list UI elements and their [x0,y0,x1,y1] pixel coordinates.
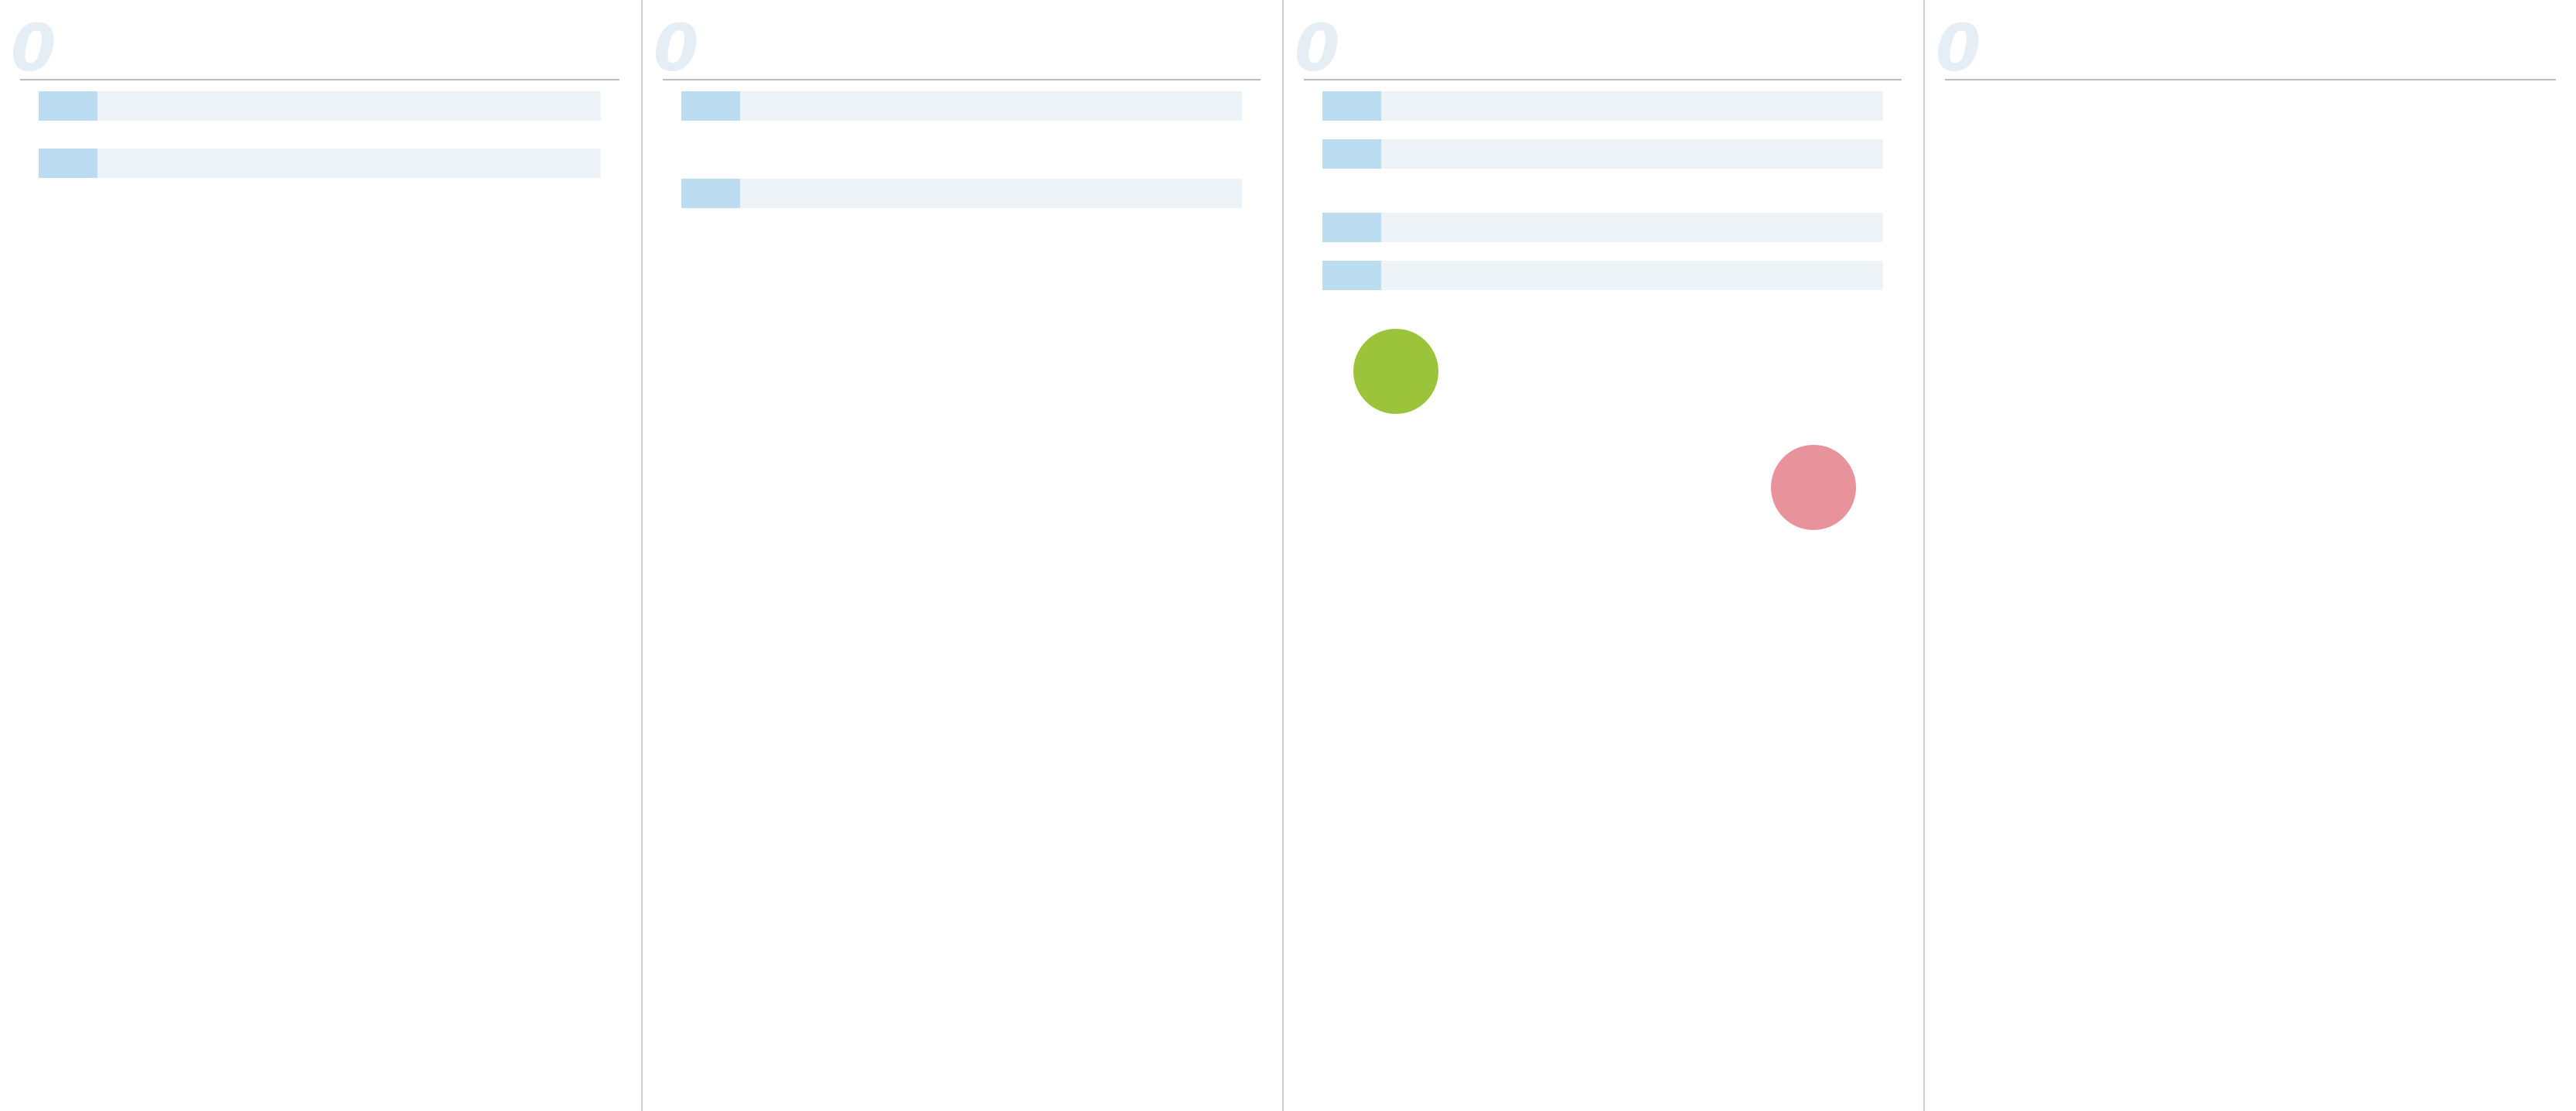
section-header-intro [1322,261,1883,290]
order-row [681,125,1242,151]
divider [663,79,1261,80]
page-number: 0 [11,10,53,86]
order-row [681,213,1242,238]
section-header-awakening [681,179,1242,208]
page-number: 0 [653,10,696,86]
divider [1304,79,1902,80]
page-5 [1923,0,2576,1111]
order-row [39,183,601,208]
section-header-evening [39,149,601,178]
kingdom-circle [1353,329,1438,414]
section-header-fri [1322,139,1883,169]
divider [20,79,619,80]
page-number: 0 [1295,10,1337,86]
page-3 [641,0,1281,1111]
section-header-youth [681,91,1242,121]
divider [1945,79,2556,80]
order-row [1322,173,1883,199]
page-number: 0 [1936,10,1978,86]
page-2 [0,0,640,1111]
page-4 [1282,0,1922,1111]
section-header-sunday [39,91,601,121]
discipleship-diagram [1322,298,1883,530]
section-header-dawn [1322,213,1883,242]
section-header-wed [1322,91,1883,121]
christlike-circle [1771,445,1856,530]
